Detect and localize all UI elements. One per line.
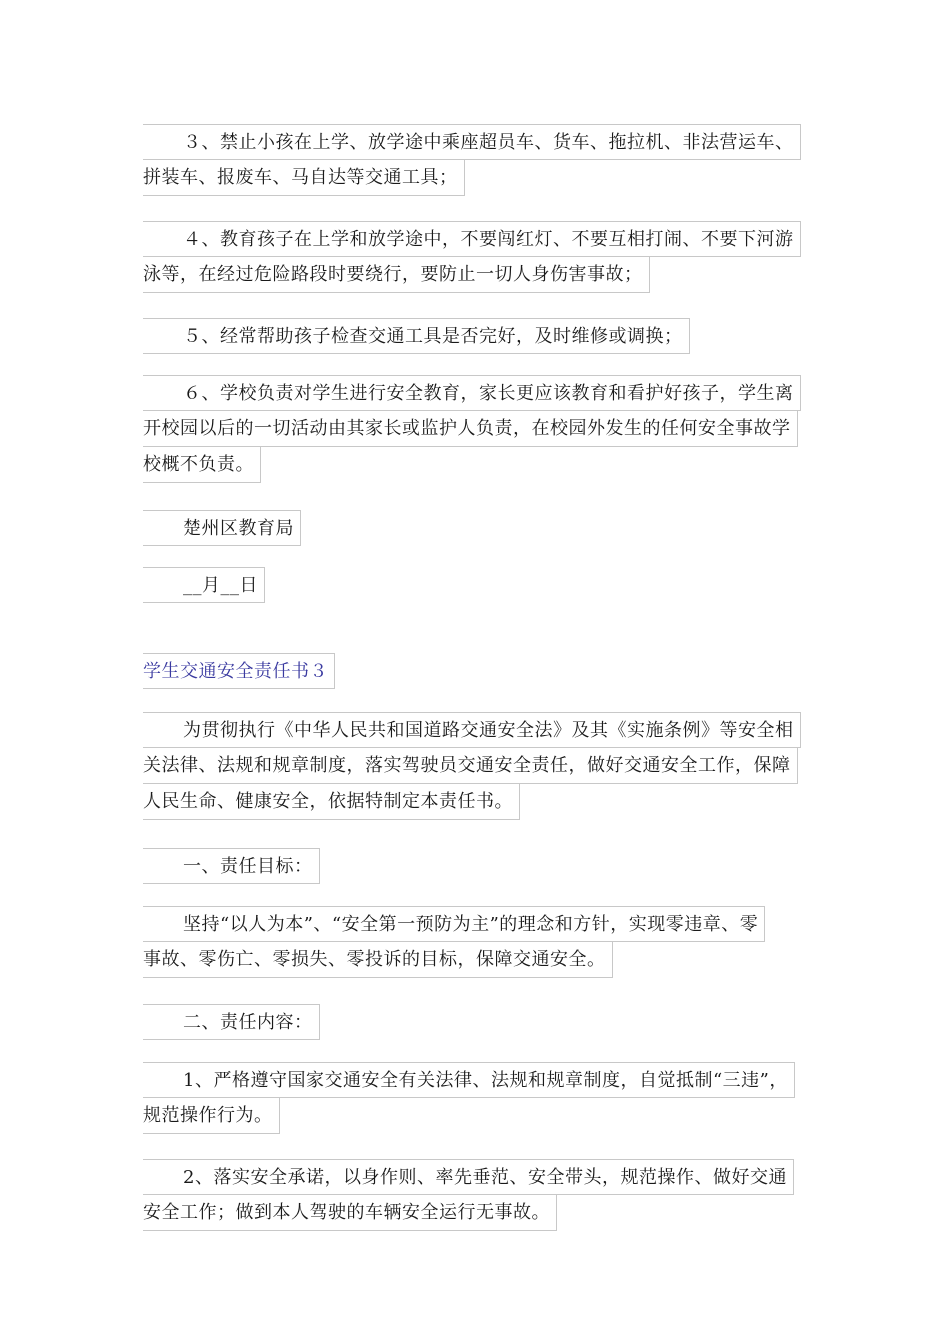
text-line: 泳等，在经过危险路段时要绕行，要防止一切人身伤害事故； xyxy=(143,257,809,293)
paragraph-content-1 xyxy=(143,1062,809,1134)
text-line: 为贯彻执行《中华人民共和国道路交通安全法》及其《实施条例》等安全相 xyxy=(143,712,809,748)
text-line: 人民生命、健康安全，依据特制定本责任书。 xyxy=(143,784,809,820)
text-line: 校概不负责。 xyxy=(143,447,809,483)
text-line: __月__日 xyxy=(143,567,809,603)
text-line: 安全工作；做到本人驾驶的车辆安全运行无事故。 xyxy=(143,1195,809,1231)
text-line: 楚州区教育局 xyxy=(143,510,809,546)
section-title xyxy=(143,653,809,689)
text-line: 1、严格遵守国家交通安全有关法律、法规和规章制度，自觉抵制“三违”， xyxy=(143,1062,809,1098)
text-line: 一、责任目标： xyxy=(143,848,809,884)
paragraph-item-5 xyxy=(143,318,809,354)
text-line: 事故、零伤亡、零损失、零投诉的目标，保障交通安全。 xyxy=(143,942,809,978)
text-line: ３、禁止小孩在上学、放学途中乘座超员车、货车、拖拉机、非法营运车、 xyxy=(143,124,809,160)
issue-date xyxy=(143,567,809,603)
text-line: 二、责任内容： xyxy=(143,1004,809,1040)
issuer-signature xyxy=(143,510,809,546)
text-line: 规范操作行为。 xyxy=(143,1098,809,1134)
text-line: 2、落实安全承诺，以身作则、率先垂范、安全带头，规范操作、做好交通 xyxy=(143,1159,809,1195)
paragraph-item-6 xyxy=(143,375,809,483)
section-heading-content xyxy=(143,1004,809,1040)
paragraph-content-2 xyxy=(143,1159,809,1231)
section-heading-goal xyxy=(143,848,809,884)
text-line: ６、学校负责对学生进行安全教育，家长更应该教育和看护好孩子，学生离 xyxy=(143,375,809,411)
text-line: 拼装车、报废车、马自达等交通工具； xyxy=(143,160,809,196)
text-line: 开校园以后的一切活动由其家长或监护人负责，在校园外发生的任何安全事故学 xyxy=(143,411,809,447)
paragraph-item-4 xyxy=(143,221,809,293)
paragraph-intro xyxy=(143,712,809,820)
paragraph-goal xyxy=(143,906,809,978)
text-line: 关法律、法规和规章制度，落实驾驶员交通安全责任，做好交通安全工作，保障 xyxy=(143,748,809,784)
text-line: ４、教育孩子在上学和放学途中，不要闯红灯、不要互相打闹、不要下河游 xyxy=(143,221,809,257)
text-line: 坚持“以人为本”、“安全第一预防为主”的理念和方针，实现零违章、零 xyxy=(143,906,809,942)
text-line: ５、经常帮助孩子检查交通工具是否完好，及时维修或调换； xyxy=(143,318,809,354)
paragraph-item-3 xyxy=(143,124,809,196)
text-line: 学生交通安全责任书３ xyxy=(143,653,809,689)
